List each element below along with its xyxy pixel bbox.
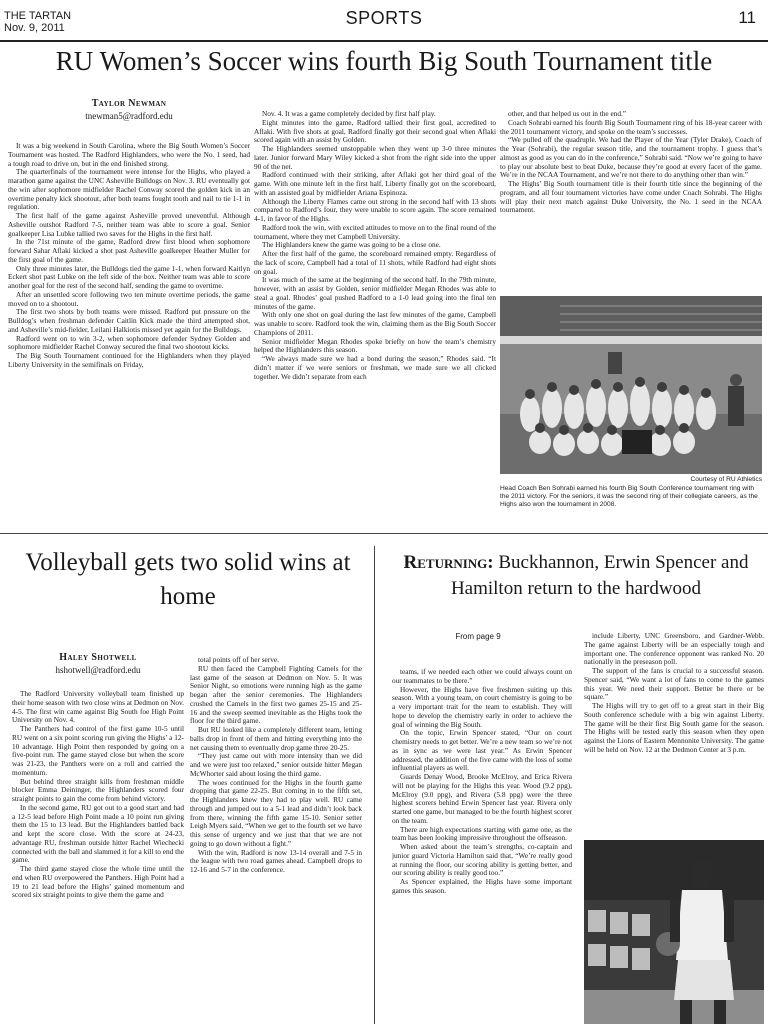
paragraph: Radford continued with their striking, after Aflaki got her third goal of the game. With one minute left in the first half, Liberty finally got on the scoreboard, with an assisted goal by midfielder Ariana Espinoza. (254, 170, 496, 197)
paragraph: include Liberty, UNC Greensboro, and Gardner-Webb. The game against Liberty will be an especially tough and important one. The conference opponent was ranked No. 20 nationally in the preseason poll. (584, 632, 764, 667)
soccer-team-photo (500, 296, 762, 474)
paragraph: “They just came out with more intensity than we did and we were just too relaxed,” senior outside hitter Megan McWhorter said about losing the third game. (190, 751, 362, 778)
page-number: 11 (738, 8, 756, 27)
paragraph: Only three minutes later, the Bulldogs tied the game 1-1, when forward Kaitlyn Eckert shot past Lubke on the left side of the box. Neither team was able to score another goal for the rest of the second half, sending the game to overtime. (8, 263, 250, 290)
paragraph: The Highlanders seemed unstoppable when they went up 3-0 three minutes later. Junior forward Mary Wiley kicked a shot from the right side into the upper 90 of the net. (254, 144, 496, 171)
story1-col3 (500, 110, 762, 294)
section-divider (0, 533, 768, 534)
paragraph: Guards Denay Wood, Brooke McElroy, and Erica Rivera will not be playing for the Highs this year. Wood (9.2 ppg), McElroy (9.0 ppg), and Rivera (5.8 ppg) were the three highest scorers behind Erwin Spencer last year. Rivera only started one game, but managed to be the fourth highest scorer on the team. (392, 772, 572, 825)
paragraph: The first two shots by both teams were missed. Radford put pressure on the Bulldog’s when freshman defender Caitlin Kick made the third attempted shot, and Asheville’s mid-fielder, Leilani Halkiotis missed yet again for the Bulldogs. (8, 307, 250, 334)
paragraph: other, and that helped us out in the end.” (508, 110, 627, 118)
paragraph: The support of the fans is crucial to a successful season. Spencer said, “We want a lot of fans to come to the games this year. We need their support. Better be there or be square.” (584, 666, 764, 702)
paragraph: Radford went on to win 3-2, when sophomore defender Sydney Golden and sophomore midfielder Rachel Conway secured the final two shootout kicks. (8, 333, 250, 352)
story1-col2 (254, 110, 496, 518)
story2-col2 (190, 656, 362, 1024)
issue-date: Nov. 9, 2011 (4, 22, 65, 34)
paragraph: Although the Liberty Flames came out strong in the second half with 13 shots compared to Radford’s four, they were unable to score again. The score remained 4-1, in favor of the Highs. (254, 196, 496, 223)
paragraph: On the topic, Erwin Spencer stated, “Our on court chemistry needs to get better. We’re a new team so we’re not as in sync as we were last year.” As Erwin Spencer addressed, the addition of the five came with the loss of some influential players as well. (392, 728, 572, 773)
story1-col1 (8, 142, 250, 518)
paragraph: teams, if we needed each other we could always count on our teammates to be there.” (392, 668, 572, 685)
story2-email: hshotwell@radford.edu (55, 665, 141, 675)
basketball-player-photo (584, 840, 764, 1024)
paragraph: The Big South Tournament continued for the Highlanders when they played Liberty University in the semifinals on Friday, (8, 351, 250, 369)
story1-byline (8, 98, 250, 122)
paragraph: The Highs will try to get off to a great start in their Big South conference schedule with a big win against Liberty. The game will be their first Big South game for the season. The Highs will be tested early this season when they open against the Lions of Eastern Mennonite University. The game will be held on Nov. 12 at the Dedmon Center at 3 p.m. (584, 701, 764, 754)
paragraph: However, the Highs have five freshmen suiting up this season. With a young team, on court chemistry is going to be a very important trait for the team to establish. They will hope to develop the chemistry early in order to achieve the goal of winning the Big South. (392, 684, 572, 729)
paragraph: The third game stayed close the whole time until the end when RU overpowered the Panthers. High Point had a 19 to 21 lead before the Highs’ gained momentum and scored six straight points to give them the game and (12, 864, 184, 900)
paragraph: But behind three straight kills from freshman middle blocker Emma Deininger, the Highlanders scored four straight points to gain the come from behind victory. (12, 776, 184, 803)
story2-headline: Volleyball gets two solid wins at home (25, 549, 351, 610)
story1-email: tnewman5@radford.edu (85, 111, 173, 121)
paragraph: Radford took the win, with excited attitudes to move on to the final round of the tournament, where they met Campbell University. (254, 222, 496, 241)
paragraph: Senior midfielder Megan Rhodes spoke briefly on how the team’s chemistry helped the Highlanders this season. (254, 336, 496, 355)
story2-col1 (12, 690, 184, 1024)
photo-caption: Head Coach Ben Sohrabi earned his fourth Big South Conference tournament ring with the 2011 victory. For the seniors, it was the second ring of their collegiate careers, as the Highs also won the tournament in 2008. (500, 485, 758, 508)
paragraph: But RU looked like a completely different team, letting balls drop in front of them and hitting everything into the net causing them to eventually drop game three 20-25. (190, 725, 362, 752)
paper-name: THE TARTAN (4, 10, 72, 22)
story1-headline: RU Women’s Soccer wins fourth Big South Tournament title (55, 46, 713, 76)
paragraph: In the second game, RU got out to a good start and had a 12-5 lead before High Point made a 10 point run giving them the 15 to 13 lead. But the Highlanders battled back and kept the score close. With the score at 24-23, advantage RU, freshman outside hitter Rachel Wiechecki connected with the ball and slammed it for a kill to end the game. (12, 802, 184, 865)
paragraph: With only one shot on goal during the last few minutes of the game, Campbell was unable to score. Radford took the win, claiming them as the Big South Soccer Champions of 2011. (254, 310, 496, 337)
story3-title: Buckhannon, Erwin Spencer and Hamilton return to the hardwood (450, 552, 749, 599)
continued-from-page: From page 9 (455, 632, 501, 641)
paragraph: The woes continued for the Highs in the fourth game dropping that game 22-25. But coming in to the fifth set, the Highlanders knew they had to play well. RU came through and jumped out to a 5-1 lead and didn’t look back from there, winning the fifth game 15-10. Senior setter Leigh Myers said, “When we get to the fourth set we have this sense of urgency and we just that that we are not going to go down without a fight.” (190, 777, 362, 848)
paragraph: In the 71st minute of the game, Radford drew first blood when sophomore forward Sahar Aflaki kicked a shot past Asheville goalkeeper Heather Muller for the first goal of the game. (8, 237, 250, 264)
paragraph: “We pulled off the quadruple. We had the Player of the Year (Tyler Drake), Coach of the Year (Sohrabi), the regular season title, and the tournament trophy. I guess that’s almost as good as you can do in the conference,” Sohrabi said. “Now we’re going to have to play our absolute best to beat Duke, because they’re good at every facet of the game. We’re in the NCAA Tournament, and we’re not there to do anything other than win.” (500, 135, 762, 180)
paragraph: RU then faced the Campbell Fighting Camels for the last game of the season at Dedmon on Nov. 5. It was Senior Night, so emotions were running high as the game began after the senior ceremonies. The Highlanders crushed the Camels in the first two games 25-15 and 25-16 and the sweep seemed inevitable as the Highs took the floor for the third game. (190, 663, 362, 726)
paragraph: With the win, Radford is now 13-14 overall and 7-5 in the league with two road games ahead. Campbell drops to 12-16 and 5-7 in the conference. (190, 847, 362, 874)
paragraph: The Highs’ Big South tournament title is their fourth title since the beginning of the program, and all four tournament victories have come under Coach Sohrabi. The Highs will play their next match against Duke University, the No. 1 seed in the NCAA tournament. (500, 179, 762, 215)
story2-author: Haley Shotwell (59, 652, 137, 663)
column-divider (374, 546, 375, 1024)
paragraph: total points off of her serve. (198, 656, 279, 664)
paragraph: When asked about the team’s strengths, co-captain and junior guard Victoria Hamilton said that, “We’re really good at running the floor, our scoring ability is getting better, and our scoring ability is really good too.” (392, 842, 572, 878)
paragraph: The first half of the game against Asheville proved uneventful. Although Asheville outshot Radford 7-5, neither team was able to score a goal. Senior goalkeeper Lisa Lubke tallied two saves for the Highs in the first half. (8, 211, 250, 238)
paragraph: Coach Sohrabi earned his fourth Big South Tournament ring of his 18-year career with the 2011 tournament victory, and spoke on the team’s successes. (500, 117, 762, 136)
story3-col1 (392, 668, 572, 1024)
paragraph: After the first half of the game, the scoreboard remained empty. Regardless of the lack of score, Campbell had a total of 11 shots, while Radford had eight shots on goal. (254, 249, 496, 276)
photo-credit: Courtesy of RU Athletics (690, 476, 762, 483)
section-name: SPORTS (345, 8, 423, 28)
paragraph: The Radford University volleyball team finished up their home season with two close wins at Dedmon on Nov. 4-5. The first win came against Big South foe High Point University on Nov. 4. (12, 690, 184, 725)
paragraph: The Panthers had control of the first game 10-5 until RU went on a six point scoring run giving the Highs’ a 12-10 advantage. High Point then responded by going on a five-point run. The game stayed close but when the score was 21-23, the Panthers were on a roll and carried the momentum. (12, 724, 184, 777)
story2-byline (12, 652, 184, 676)
masthead-divider (0, 40, 768, 42)
paragraph: It was much of the same at the beginning of the second half. In the 79th minute, however, with an assist by Golden, senior midfielder Megan Rhodes was able to steal a goal. Rhodes’ goal pushed Radford to a 1-0 lead going into the final ten minutes of the game. (254, 275, 496, 311)
basketball-player-photo-image (584, 840, 764, 1024)
paragraph: Nov. 4. It was a game completely decided by first half play. (262, 110, 436, 118)
story3-kicker: Returning: (403, 552, 494, 573)
story3-col2 (584, 632, 764, 834)
paragraph: Eight minutes into the game, Radford tallied their first goal, accredited to Aflaki. With five shots at goal, Radford finally got their second goal when Aflaki scored again with an assist by Golden. (254, 117, 496, 145)
paragraph: It was a big weekend in South Carolina, where the Big South Women’s Soccer Tournament was hosted. The Radford Highlanders, who were the No. 1 seed, had a tough road to drive on, but in the end finished strong. (8, 142, 250, 168)
paragraph: There are high expectations starting with game one, as the team has been looking impressive throughout the offseason. (392, 824, 572, 843)
story1-author: Taylor Newman (91, 98, 167, 109)
paragraph: The Highlanders knew the game was going to be a close one. (262, 240, 441, 250)
paragraph: “We always made sure we had a bond during the season,” Rhodes said. “It didn’t matter if we were seniors or freshman, we made sure we all clicked together. We didn’t separate from each (254, 354, 496, 381)
paragraph: As Spencer explained, the Highs have some important games this season. (392, 877, 572, 895)
paragraph: After an unsettled score following two ten minute overtime periods, the game moved on to a shootout. (8, 289, 250, 308)
soccer-team-photo-image (500, 296, 762, 474)
story3-headline (392, 550, 760, 602)
paragraph: The quarterfinals of the tournament were intense for the Highs, who played a marathon game against the UNC Asheville Bulldogs on Nov. 3. RU eventually got the win after sophomore midfielder Rachel Conway scored the golden kick in an overtime penalty kick shootout, after both teams fought tooth and nail to tie 1-1 in regulation. (8, 167, 250, 212)
